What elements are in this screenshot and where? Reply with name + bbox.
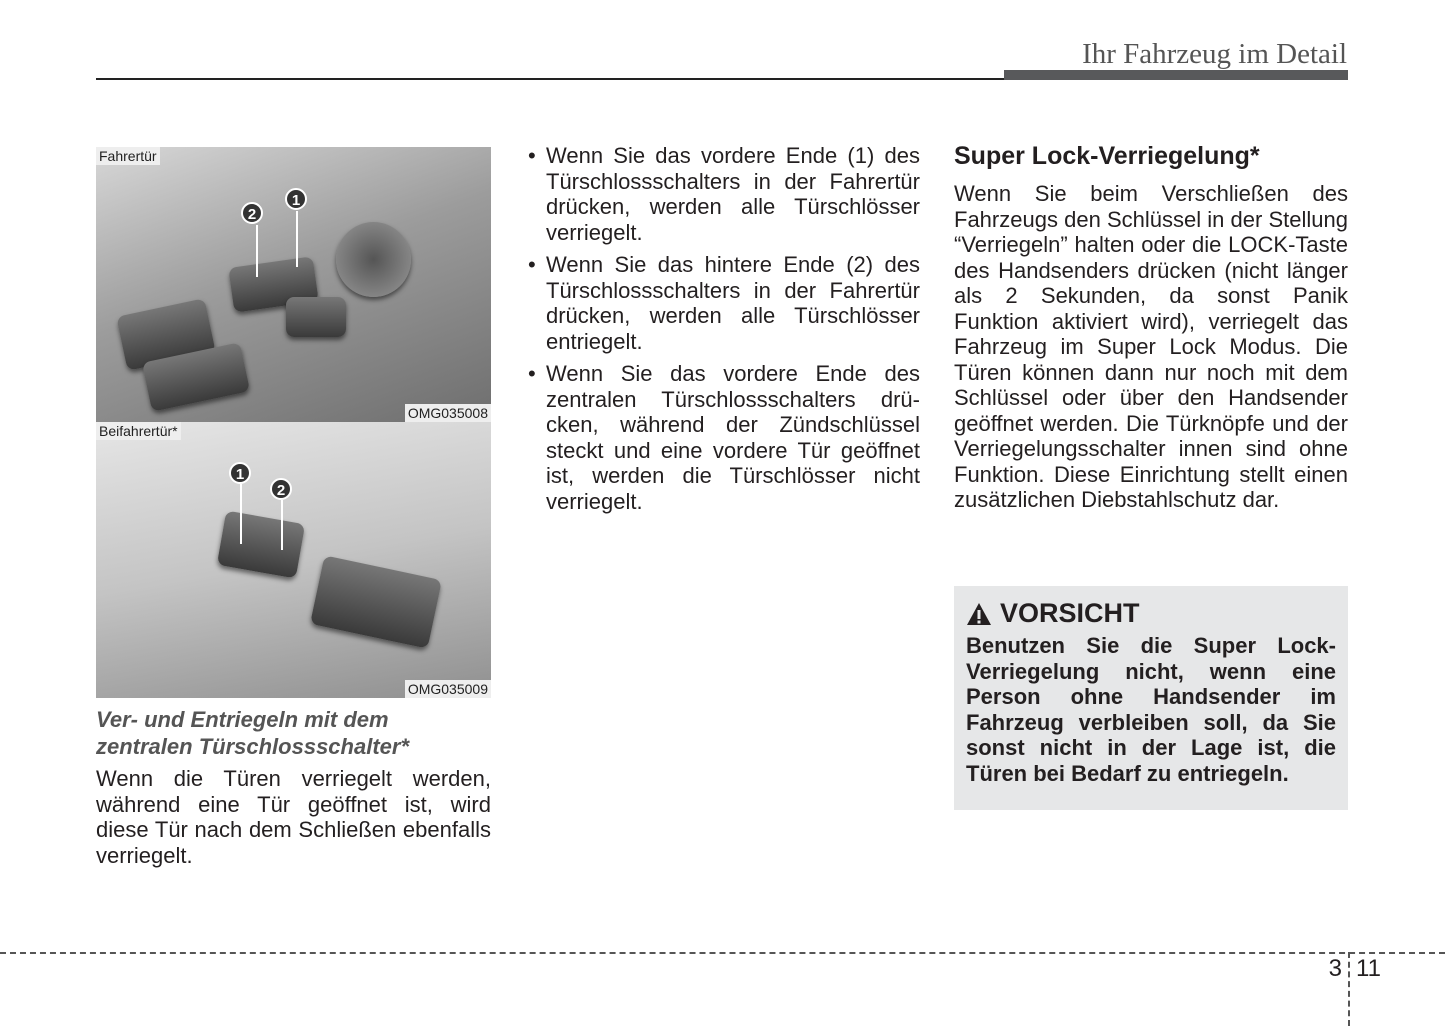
header-bar [1004, 70, 1348, 80]
figure-passenger-door [96, 422, 491, 698]
lock-switch [217, 510, 305, 578]
callout-2: 2 [241, 202, 263, 224]
running-header: Ihr Fahrzeug im Detail [1082, 38, 1347, 70]
warning-box [954, 586, 1348, 810]
header-rule [96, 78, 1006, 80]
callout-1: 1 [229, 462, 251, 484]
mirror-control [336, 222, 411, 297]
bullet-list [523, 143, 920, 521]
window-switch [310, 555, 442, 648]
left-paragraph: Wenn die Türen verriegelt werden, während eine Tür geöffnet ist, wird diese Tür nach dem Schließen ebenfalls verriegelt. [96, 766, 491, 868]
list-item: • Wenn Sie das hintere Ende (2) des Türschlossschalters in der Fahrertür drücken, werden alle Türschlösser entriegelt. [523, 252, 920, 354]
leader-line [240, 484, 242, 544]
figure-caption: Ver- und Entriegeln mit dem zentralen Türschlossschalter* [96, 707, 410, 759]
footer-divider [1348, 952, 1350, 1026]
leader-line [256, 225, 258, 277]
warning-text: Benutzen Sie die Super Lock-Verriegelung nicht, wenn eine Person ohne Handsender im Fahrzeug verbleiben soll, da Sie sonst nicht in der Lage ist, die Türen bei Bedarf zu entriegeln. [966, 633, 1336, 786]
list-item: • Wenn Sie das vordere Ende des zentralen Türschlossschalters drücken, während der Zündschlüssel steckt und eine vordere Tür geöffnet ist, werden die Türschlösser nicht verriegelt. [523, 361, 920, 514]
warning-title: VORSICHT [1000, 598, 1140, 628]
figure-code: OMG035008 [405, 404, 491, 422]
leader-line [281, 500, 283, 550]
figure-code: OMG035009 [405, 680, 491, 698]
figure-tag: Beifahrertür* [96, 422, 181, 440]
callout-2: 2 [270, 478, 292, 500]
callout-1: 1 [285, 188, 307, 210]
section-number: 3 [1328, 955, 1342, 982]
leader-line [296, 211, 298, 267]
list-item: • Wenn Sie das vordere Ende (1) des Türschlossschalters in der Fahrertür drücken, werden alle Türschlösser verriegelt. [523, 143, 920, 245]
right-paragraph: Wenn Sie beim Verschließen des Fahrzeugs den Schlüssel in der Stellung “Verriegeln” halten oder die LOCK-Taste des Handsenders drücken (nicht länger als 2 Sekunden, da sonst Panik Funktion aktiviert wird), verriegelt das Fahrzeug im Super Lock Modus. Die Türen können dann nur noch mit dem Schlüssel oder über den Handsender geöffnet werden. Die Türknöpfe und der Verriegelungsschalter innen sind ohne Funktion. Diese Einrichtung stellt einen zusätzlichen Diebstahlschutz dar. [954, 181, 1348, 512]
section-heading: Super Lock-Verriegelung* [954, 142, 1260, 170]
mirror-fold-button [286, 297, 346, 337]
warning-triangle-icon [966, 602, 992, 626]
footer-rule [0, 952, 1445, 954]
figure-tag: Fahrertür [96, 147, 160, 165]
figure-driver-door [96, 147, 491, 422]
page-number: 11 [1356, 955, 1381, 982]
